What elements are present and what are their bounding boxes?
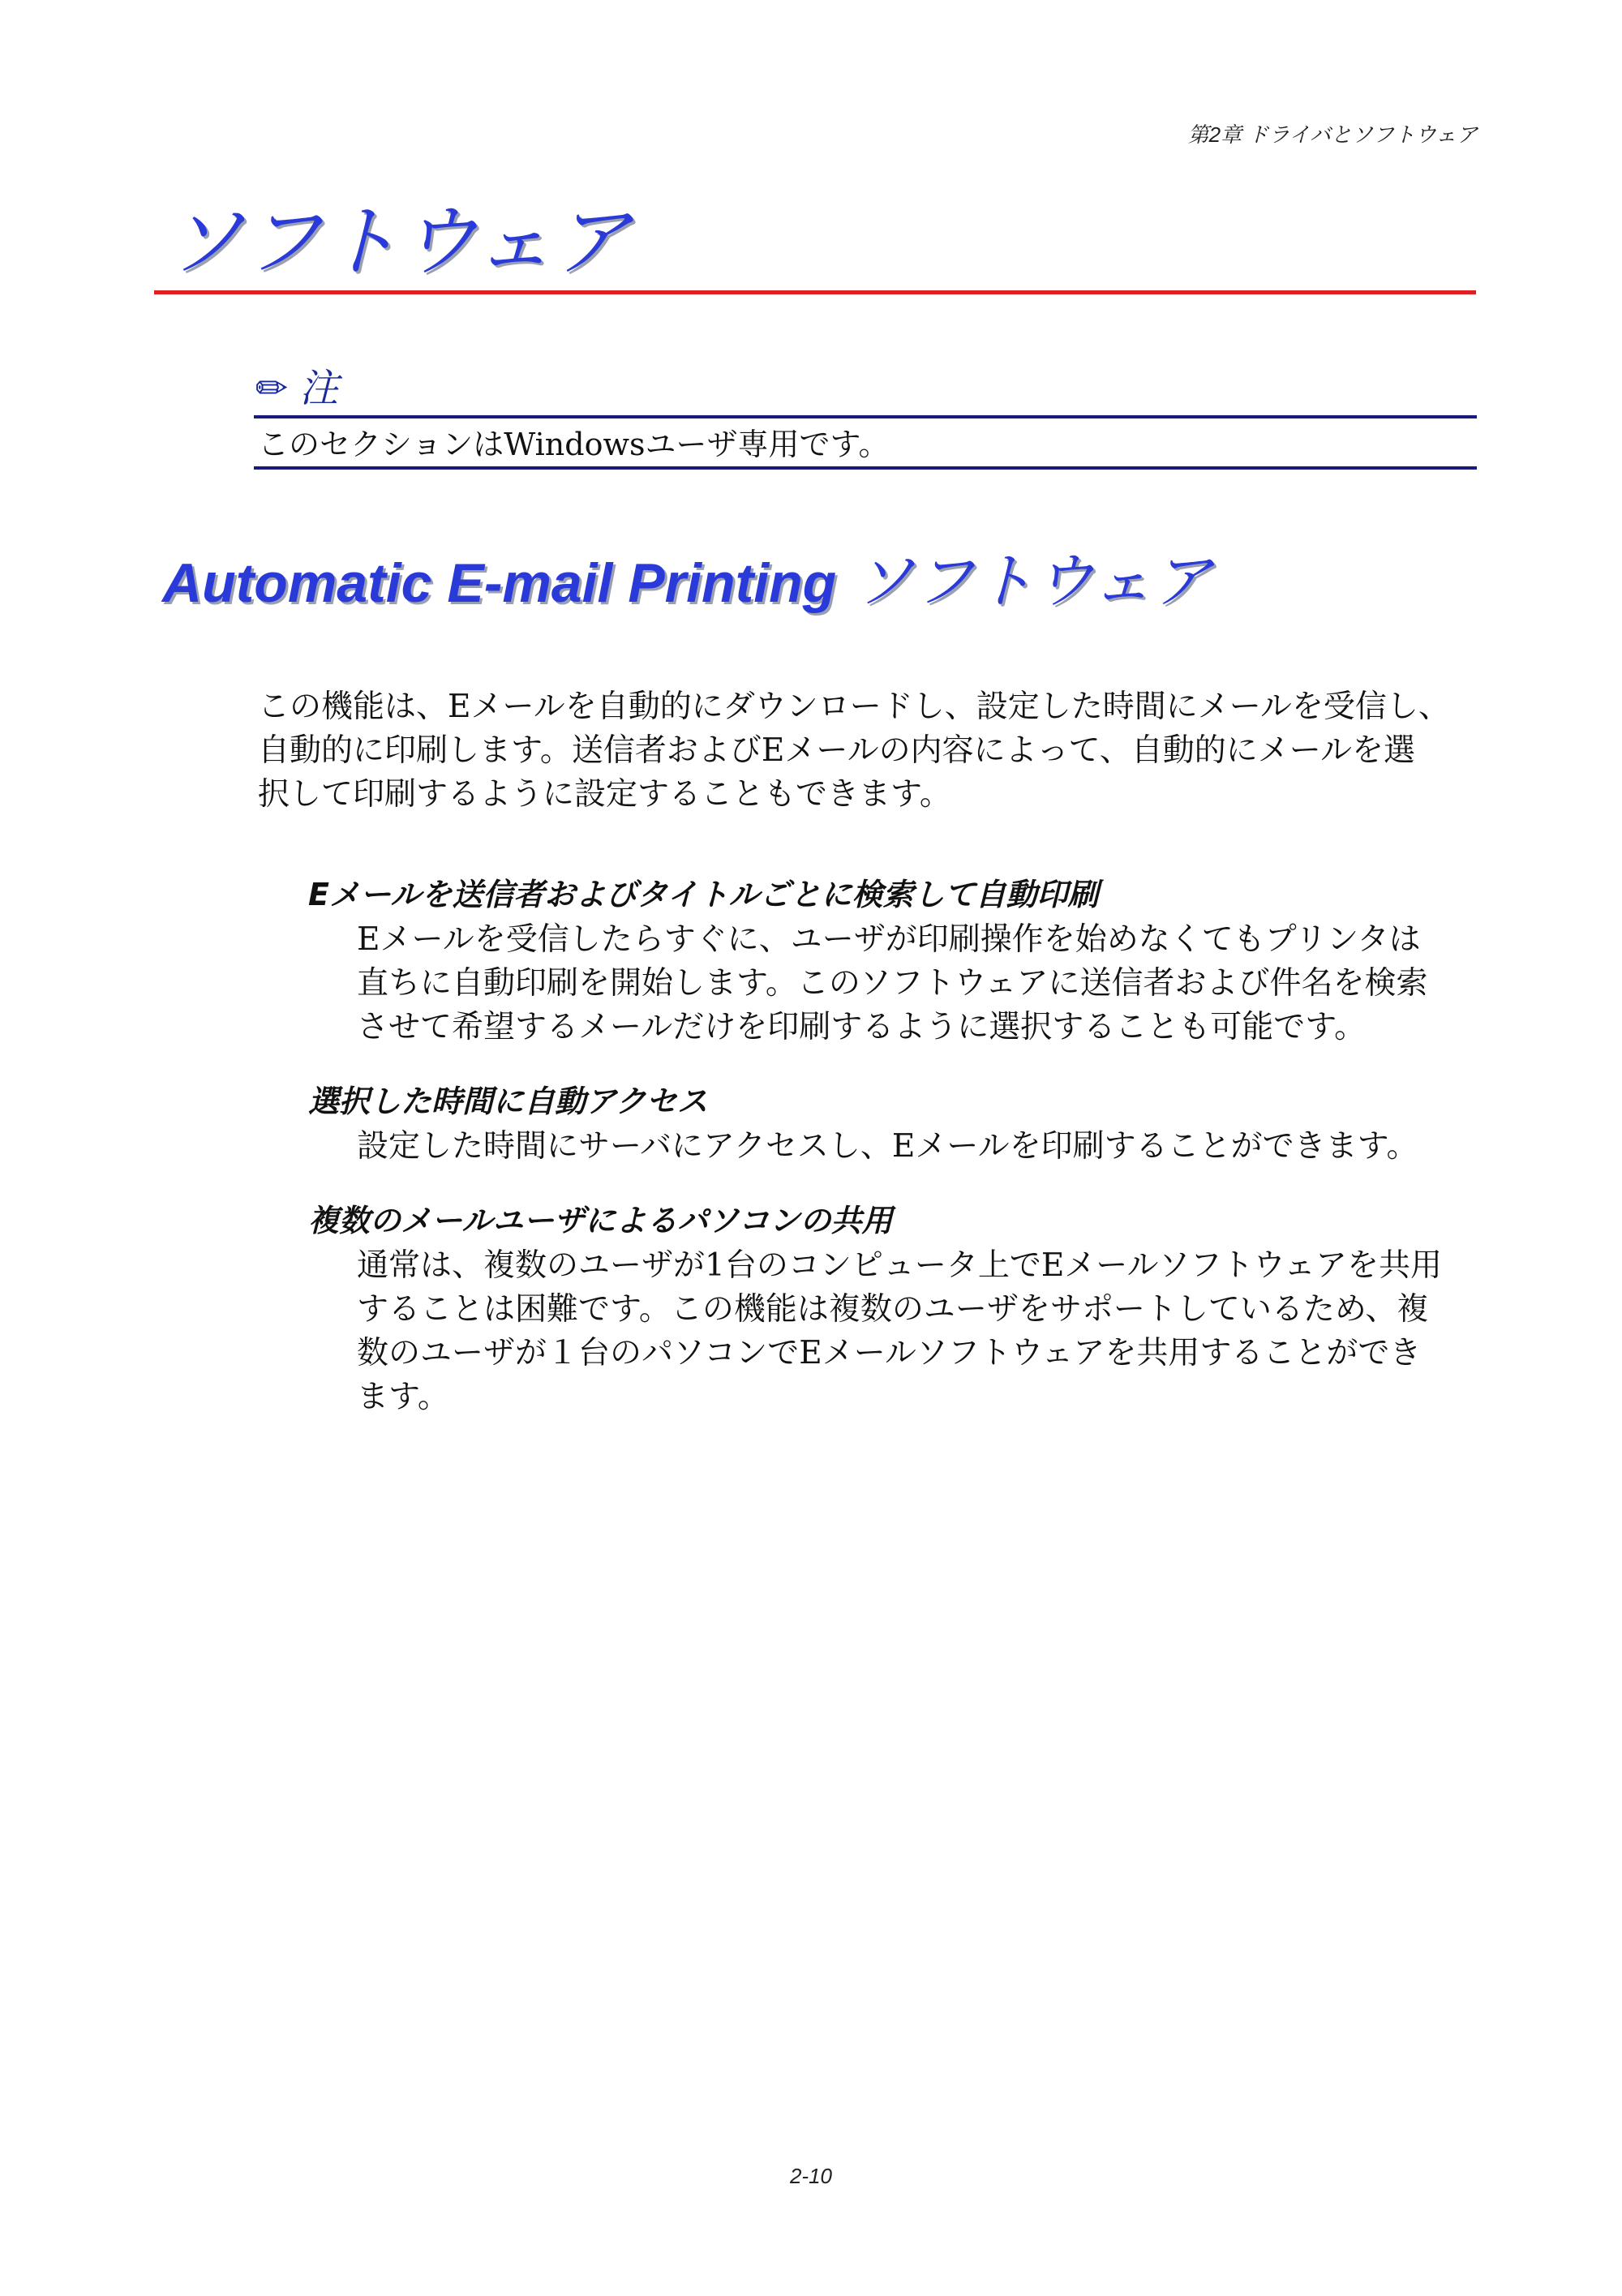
feature-line: 数のユーザが１台のパソコンでEメールソフトウェアを共用することができ — [357, 1335, 1422, 1371]
feature-heading: 選択した時間に自動アクセス — [308, 1084, 708, 1119]
note-heading — [255, 366, 339, 411]
note-bottom-rule — [254, 466, 1477, 470]
intro-line: 択して印刷するように設定することもできます。 — [258, 776, 951, 813]
section-title-latin: Automatic E-mail Printing — [162, 552, 837, 614]
page-number: 2-10 — [789, 2164, 833, 2188]
title-divider — [154, 290, 1476, 294]
feature-scheduled-access — [308, 1081, 1484, 1169]
intro-line: この機能は、Eメールを自動的にダウンロードし、設定した時間にメールを受信し、 — [258, 689, 1450, 725]
intro-line: 自動的に印刷します。送信者およびEメールの内容によって、自動的にメールを選 — [258, 732, 1416, 769]
feature-line: ます。 — [357, 1379, 449, 1415]
feature-heading: 複数のメールユーザによるパソコンの共用 — [308, 1203, 893, 1238]
feature-line: させて希望するメールだけを印刷するように選択することも可能です。 — [357, 1009, 1367, 1045]
feature-line: 直ちに自動印刷を開始します。このソフトウェアに送信者および件名を検索 — [357, 965, 1428, 1002]
intro-paragraph — [258, 685, 1483, 817]
feature-line: 設定した時間にサーバにアクセスし、Eメールを印刷することができます。 — [357, 1128, 1418, 1165]
section-title — [162, 547, 1212, 616]
feature-line: することは困難です。この機能は複数のユーザをサポートしているため、複 — [357, 1291, 1429, 1328]
feature-line: Eメールを受信したらすぐに、ユーザが印刷操作を始めなくてもプリンタは — [357, 921, 1421, 958]
feature-auto-print — [308, 874, 1484, 1049]
chapter-header: 第2章 ドライバとソフトウェア — [1187, 122, 1478, 147]
feature-body — [357, 1244, 1484, 1419]
feature-body — [357, 1125, 1484, 1169]
note-title: 注 — [299, 366, 339, 411]
feature-heading: Eメールを送信者およびタイトルごとに検索して自動印刷 — [308, 877, 1099, 912]
pencil-icon: ✏ — [255, 366, 289, 411]
note-text: このセクションはWindowsユーザ専用です。 — [258, 427, 890, 462]
feature-body — [357, 918, 1484, 1049]
feature-shared-pc — [308, 1200, 1484, 1419]
note-top-rule — [254, 415, 1477, 418]
page-title: ソフトウェア — [166, 196, 631, 287]
section-title-japanese: ソフトウェア — [854, 547, 1212, 616]
feature-line: 通常は、複数のユーザが1台のコンピュータ上でEメールソフトウェアを共用 — [357, 1247, 1442, 1284]
